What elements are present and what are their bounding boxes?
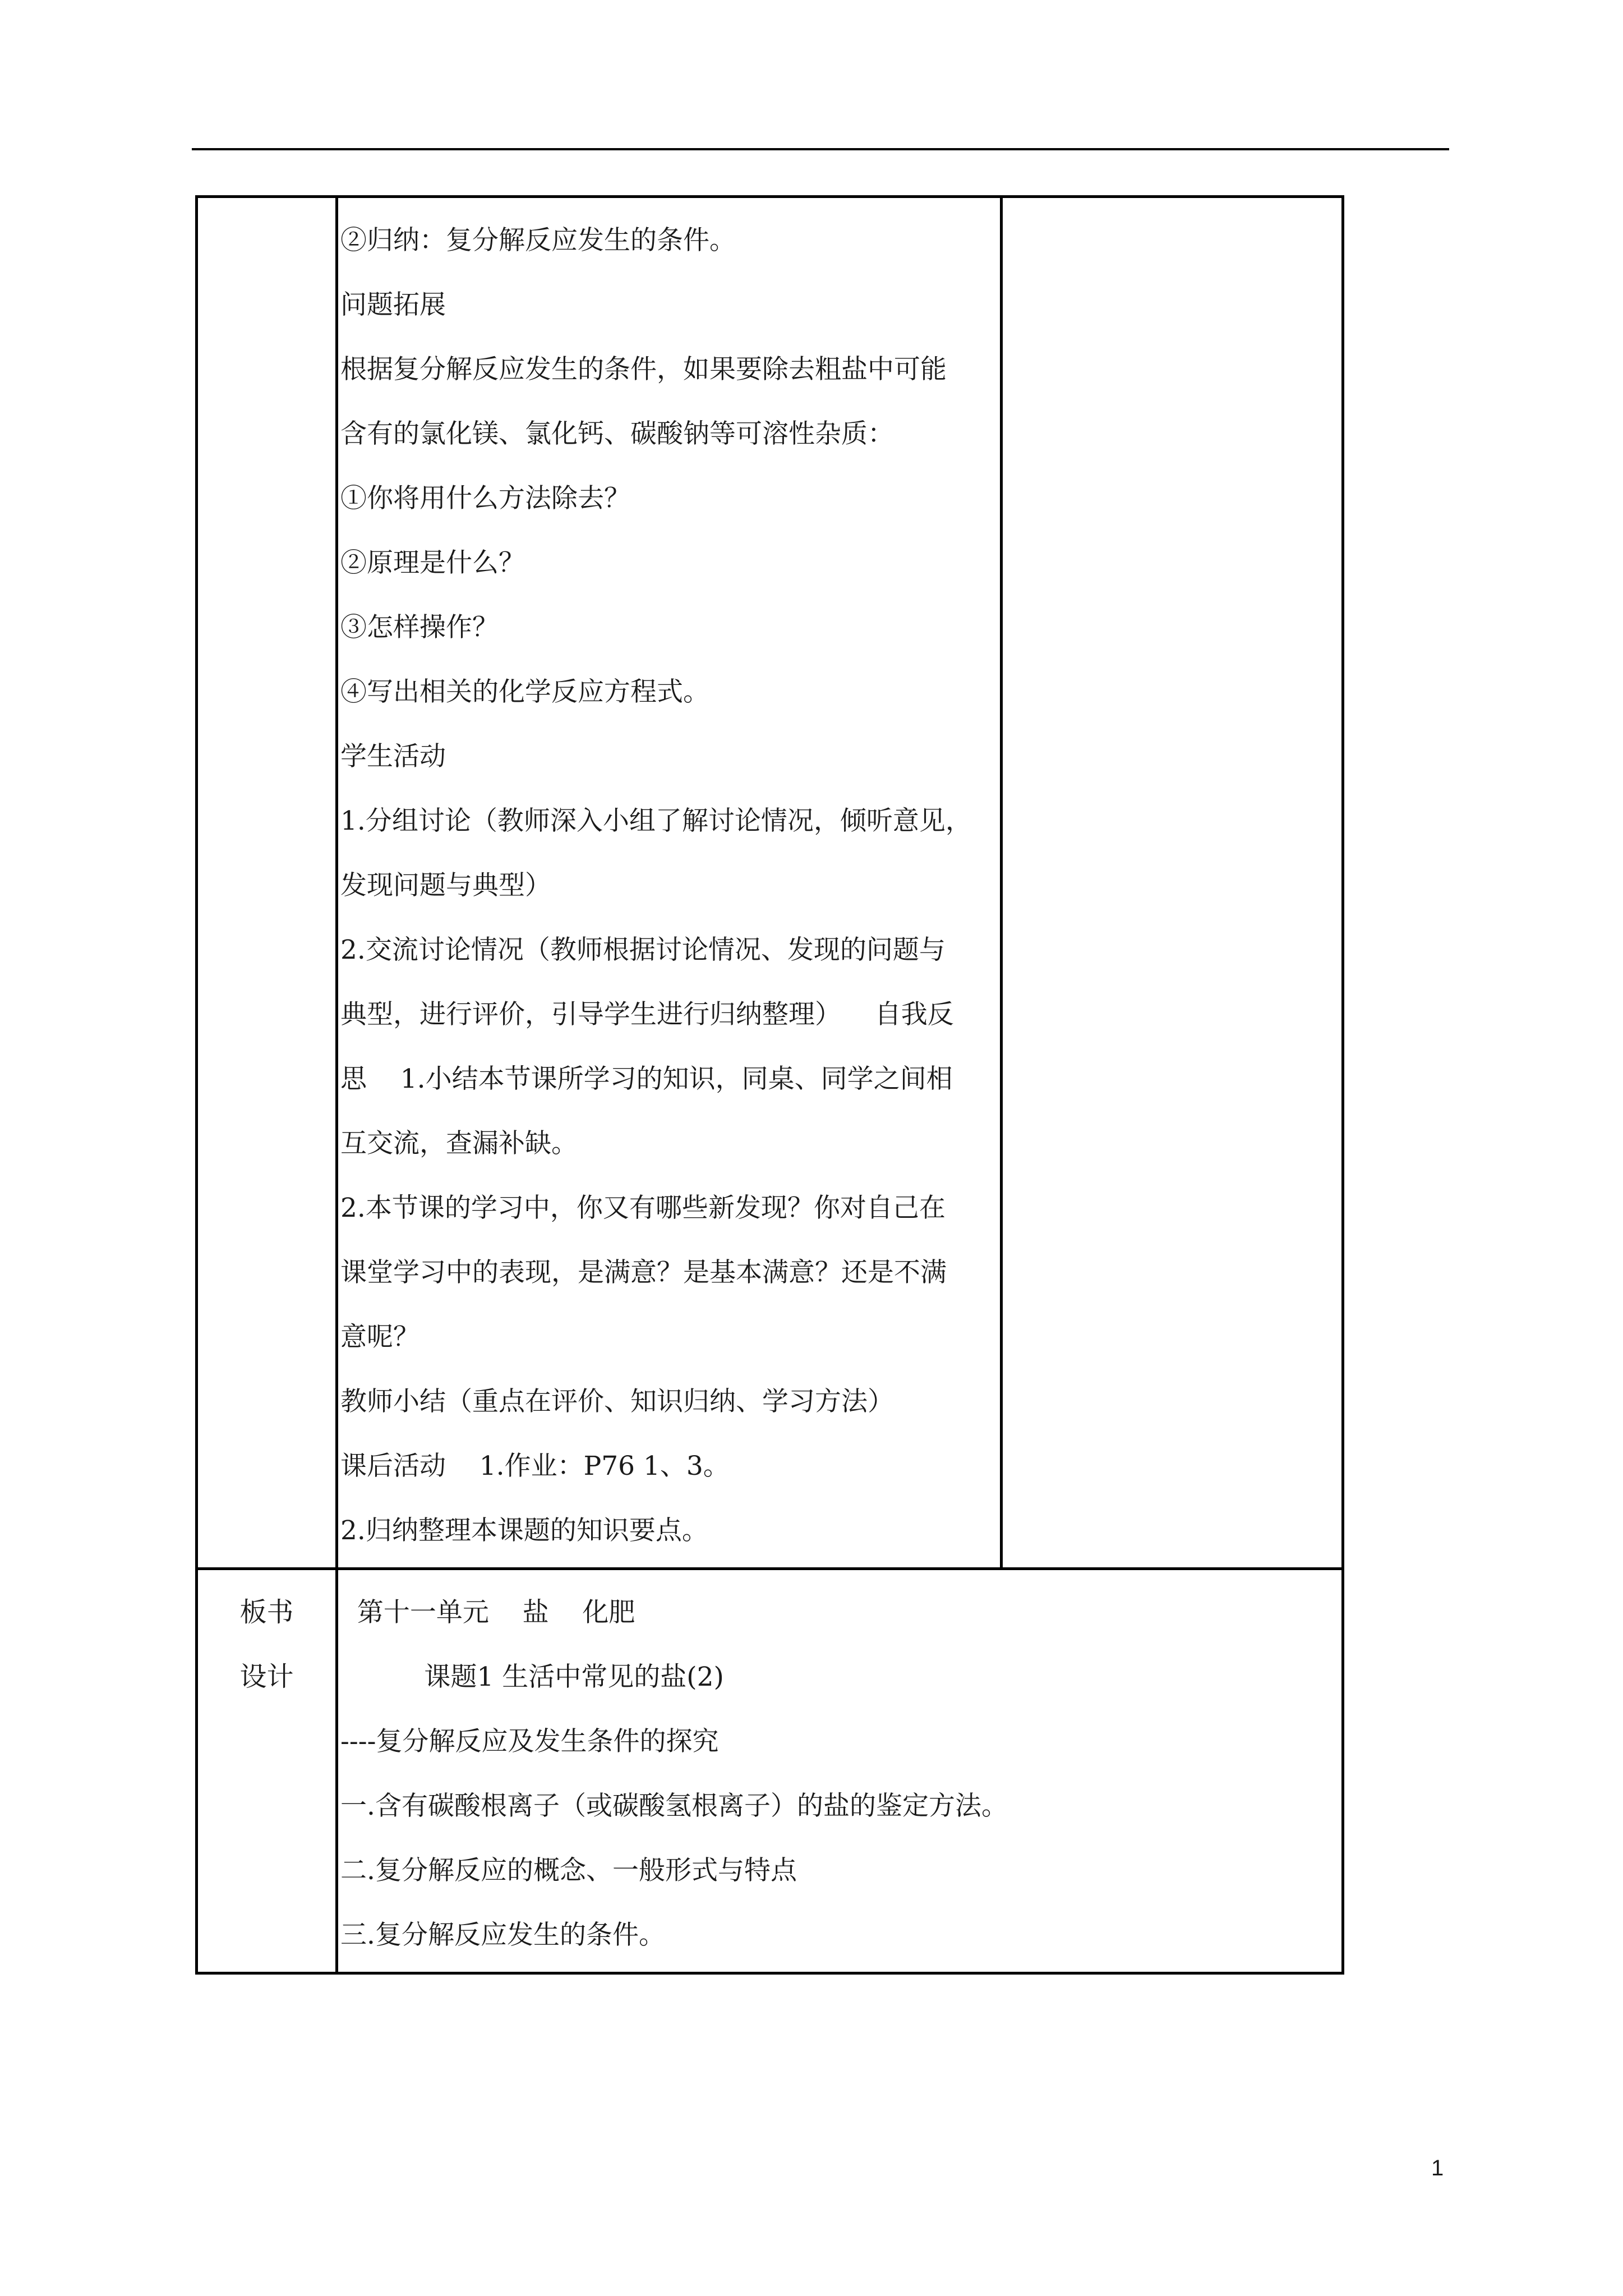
lesson-text-line: 互交流，查漏补缺。 [340,1128,578,1159]
board-content-cell [337,1569,1343,1973]
lesson-text-line: ①你将用什么方法除去？ [340,483,630,514]
lesson-text-line: ③怎样操作？ [340,612,499,643]
lesson-plan-table [195,195,1344,1975]
lesson-text-line: ②归纳：复分解反应发生的条件。 [340,225,736,256]
lesson-notes-cell [1002,197,1343,1569]
lesson-text-line: 意呢？ [340,1322,419,1352]
board-content [338,1570,1341,1972]
lesson-label [198,208,335,273]
board-text-line: 课题1 生活中常见的盐(2) [340,1662,724,1692]
lesson-text-line: 课堂学习中的表现，是满意？是基本满意？还是不满 [340,1257,947,1288]
lesson-text-line: 含有的氯化镁、氯化钙、碳酸钠等可溶性杂质： [340,418,894,449]
lesson-notes [1005,208,1341,273]
lesson-text-line: 根据复分解反应发生的条件，如果要除去粗盐中可能 [340,354,947,385]
board-text-line: ----复分解反应及发生条件的探究 [340,1726,719,1757]
page-number: 1 [1431,2156,1444,2180]
board-text-line: 二.复分解反应的概念、一般形式与特点 [340,1855,797,1886]
lesson-text-line: 思 1.小结本节课所学习的知识，同桌、同学之间相 [340,1064,953,1094]
board-text-line: 一.含有碳酸根离子（或碳酸氢根离子）的盐的鉴定方法。 [340,1791,1008,1821]
header-rule [192,148,1449,150]
board-text-line: 三.复分解反应发生的条件。 [340,1920,665,1950]
lesson-content [338,198,1000,1567]
lesson-text-line: 发现问题与典型） [340,870,551,901]
lesson-text-line: 2.本节课的学习中，你又有哪些新发现？你对自己在 [340,1193,946,1223]
lesson-text-line: 教师小结（重点在评价、知识归纳、学习方法） [340,1386,894,1417]
board-label-cell [197,1569,337,1973]
lesson-text-line: 2.交流讨论情况（教师根据讨论情况、发现的问题与 [340,935,946,965]
board-label-line2: 设计 [239,1661,294,1692]
lesson-text-line: 2.归纳整理本课题的知识要点。 [340,1515,708,1546]
lesson-text-line: ②原理是什么？ [340,547,525,578]
board-text-line: 第十一单元 盐 化肥 [340,1597,635,1628]
lesson-text-line: 1.分组讨论（教师深入小组了解讨论情况，倾听意见， [340,806,972,836]
lesson-text-line: 典型，进行评价，引导学生进行归纳整理） 自我反 [340,999,954,1030]
board-design-row [197,1569,1343,1973]
lesson-text-line: ④写出相关的化学反应方程式。 [340,677,709,707]
lesson-label-cell [197,197,337,1569]
board-label-line1: 板书 [239,1596,294,1628]
lesson-row [197,197,1343,1569]
lesson-text-line: 学生活动 [340,741,446,772]
lesson-content-cell [337,197,1002,1569]
lesson-text-line: 课后活动 1.作业：P76 1、3。 [340,1451,730,1481]
lesson-text-line: 问题拓展 [340,289,446,320]
